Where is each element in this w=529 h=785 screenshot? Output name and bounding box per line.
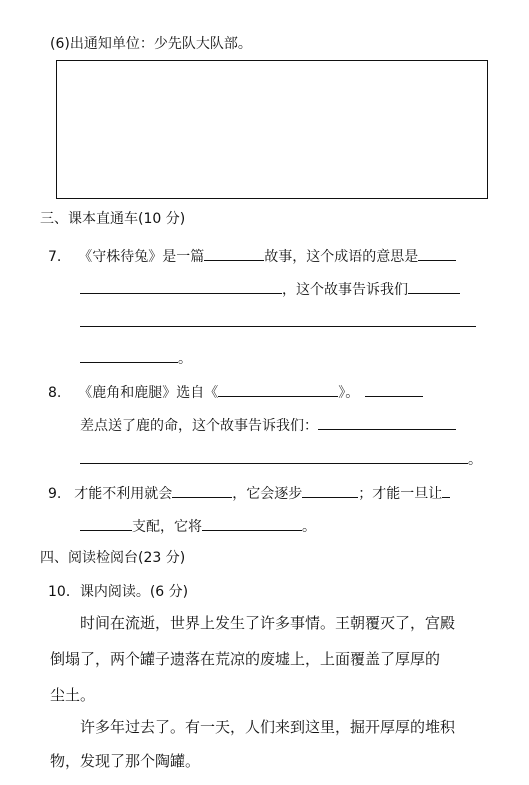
passage-line-3: 尘土。 xyxy=(50,686,96,704)
q7-blank-4[interactable] xyxy=(408,278,460,294)
q8-number: 8. xyxy=(48,385,62,401)
passage-line-1: 时间在流逝，世界上发生了许多事情。王朝覆灭了，宫殿 xyxy=(80,614,456,632)
q9-text-5: 。 xyxy=(302,519,316,535)
passage-line-2: 倒塌了，两个罐子遗落在荒凉的废墟上，上面覆盖了厚厚的 xyxy=(50,650,441,668)
q8-text-3: 差点送了鹿的命，这个故事告诉我们： xyxy=(80,418,318,434)
q7-blank-2[interactable] xyxy=(418,245,456,261)
q7-blank-3[interactable] xyxy=(80,278,282,294)
section4-heading: 四、阅读检阅台(23 分) xyxy=(40,550,186,566)
q7-line4 xyxy=(80,347,192,368)
q6-text: (6)出通知单位：少先队大队部。 xyxy=(50,36,252,52)
q8-blank-3[interactable] xyxy=(318,414,456,430)
q9-number: 9. xyxy=(48,486,62,502)
q9-blank-2[interactable] xyxy=(302,482,358,498)
q9-text-4: 支配，它将 xyxy=(132,519,202,535)
q7-text-4: 。 xyxy=(178,351,192,367)
q7-blank-1[interactable] xyxy=(204,245,264,261)
q8-line1 xyxy=(48,381,423,402)
section3-heading: 三、课本直通车(10 分) xyxy=(40,211,186,227)
q7-number: 7. xyxy=(48,249,62,265)
q9-text-1: 才能不利用就会 xyxy=(74,486,173,502)
q8-blank-4[interactable] xyxy=(80,448,468,464)
answer-box[interactable] xyxy=(56,60,488,199)
q9-blank-1[interactable] xyxy=(172,482,232,498)
q10-text: 10．课内阅读。(6 分) xyxy=(48,584,189,600)
q8-line2 xyxy=(80,414,456,435)
q9-blank-3[interactable] xyxy=(442,482,450,498)
q7-line1 xyxy=(48,245,456,266)
q7-text-2: 故事，这个成语的意思是 xyxy=(264,249,419,265)
q7-text-1: 《守株待兔》是一篇 xyxy=(78,249,205,265)
q7-answer-line[interactable] xyxy=(80,326,476,327)
q9-line2 xyxy=(80,515,316,536)
q8-text-4: 。 xyxy=(468,452,482,468)
q9-text-3: ；才能一旦让 xyxy=(358,486,443,502)
q8-text-2: 》。 xyxy=(338,385,360,401)
q9-blank-4[interactable] xyxy=(80,515,132,531)
q8-blank-1[interactable] xyxy=(218,381,338,397)
q7-blank-5[interactable] xyxy=(80,347,178,363)
passage-line-5: 物，发现了那个陶罐。 xyxy=(50,752,201,770)
q8-blank-2[interactable] xyxy=(365,381,423,397)
q9-blank-5[interactable] xyxy=(202,515,302,531)
q8-line3 xyxy=(80,448,482,469)
passage-line-4: 许多年过去了。有一天，人们来到这里，掘开厚厚的堆积 xyxy=(80,718,456,736)
q9-text-2: ，它会逐步 xyxy=(232,486,303,502)
q7-text-3: ，这个故事告诉我们 xyxy=(282,282,408,298)
q9-line1 xyxy=(48,482,450,503)
q8-text-1: 《鹿角和鹿腿》选自《 xyxy=(78,385,219,401)
q7-line2 xyxy=(80,278,460,299)
